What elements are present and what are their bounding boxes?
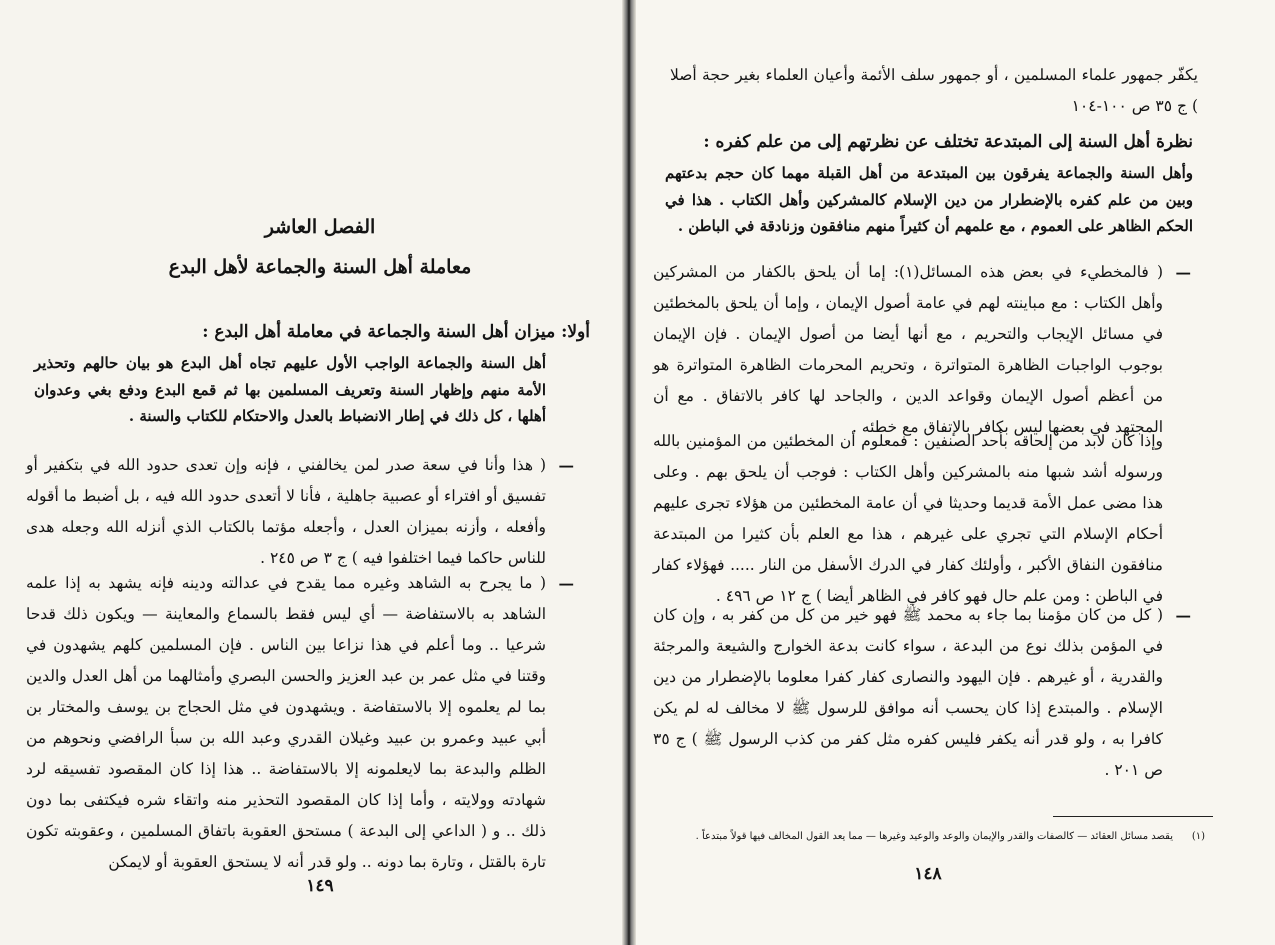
- chapter-subtitle: معاملة أهل السنة والجماعة لأهل البدع: [168, 256, 472, 278]
- footnote-marker: (١): [1191, 831, 1205, 842]
- quote-dash: —: [558, 574, 574, 593]
- quote-dash: —: [1175, 606, 1191, 625]
- quote-block: [26, 568, 574, 878]
- section-heading: نظرة أهل السنة إلى المبتدعة تختلف عن نظرتهم إلى من علم كفره :: [703, 132, 1193, 152]
- intro-paragraph: أهل السنة والجماعة الواجب الأول عليهم تجاه أهل البدع هو بيان حالهم وتحذير الأمة منهم وإظهار السنة وتعريف المسلمين بها ثم قمع البدع ودفع بغي وعدوان أهلها ، كل ذلك في إطار الانضباط بالعدل والاحتكام للكتاب والسنة .: [34, 354, 546, 425]
- left-page: [0, 0, 628, 945]
- quote-block: [26, 450, 574, 574]
- quote-text: ( فالمخطيء في بعض هذه المسائل(١): إما أن يلحق بالكفار من المشركين وأهل الكتاب : مع مباينته لهم في عامة أصول الإيمان ، وإما أن يلحق بالمخطئين في مسائل الإيجاب والتحريم ، مع أنها أيضا من أصول الإيمان . فإن الإيمان بوجوب الواجبات الظاهرة المتواترة ، وتحريم المحرمات الظاهرة المتواترة هو من أعظم أصول الإيمان وقواعد الدين ، والجاحد لها كافر بالاتفاق . مع أن المجتهد في بعضها ليس بكافر بالإتفاق مع خطئه .: [653, 263, 1163, 436]
- continued-paragraph: يكفّر جمهور علماء المسلمين ، أو جمهور سلف الأئمة وأعيان العلماء بغير حجة أصلا ) ج ٣٥ ص ١٠٠-١٠٤: [670, 66, 1198, 115]
- quote-dash: —: [558, 456, 574, 475]
- chapter-title: الفصل العاشر: [264, 216, 376, 238]
- footnote-rule: [1053, 816, 1213, 817]
- quote-dash: —: [1175, 263, 1191, 282]
- quote-block: [653, 257, 1191, 443]
- intro-paragraph: وأهل السنة والجماعة يفرقون بين المبتدعة من أهل القبلة مهما كان حجم بدعتهم وبين من علم كفره بالإضطرار من دين الإسلام كالمشركين وأهل الكتاب . هذا في الحكم الظاهر على العموم ، مع علمهم أن كثيراً منهم منافقون وزنادقة في الباطن .: [665, 164, 1193, 235]
- page-number: ١٤٩: [306, 876, 334, 896]
- book-gutter: [622, 0, 636, 945]
- section-heading: أولا: ميزان أهل السنة والجماعة في معاملة أهل البدع :: [202, 322, 590, 342]
- quote-text: ( ما يجرح به الشاهد وغيره مما يقدح في عدالته ودينه فإنه يشهد به إذا علمه الشاهد به بالاستفاضة — أي ليس فقط بالسماع والمعاينة — ويكون ذلك قدحا شرعيا .. وما أعلم في هذا نزاعا بين الناس . فإن المسلمين كلهم يشهدون في وقتنا في مثل عمر بن عبد العزيز والحسن البصري وأمثالهما من أهل العدل والدين بما لم يعلموه إلا بالاستفاضة . ويشهدون في مثل الحجاج بن يوسف والمختار بن أبي عبيد وعمرو بن عبيد وغيلان القدري وعبد الله بن سبأ الرافضي ونحوهم من الظلم والبدعة بما لايعلمونه إلا بالاستفاضة .. هذا إذا كان المقصود تفسيقه لرد شهادته وولايته ، وأما إذا كان المقصود التحذير منه واتقاء شره فيكتفى بما دون ذلك .. و ( الداعي إلى البدعة ) مستحق العقوبة باتفاق المسلمين ، وعقوبته تكون تارة بالقتل ، وتارة بما دونه .. ولو قدر أنه لا يستحق العقوبة أو لايمكن: [26, 574, 546, 871]
- page-number: ١٤٨: [914, 864, 942, 884]
- footnote: يقصد مسائل العقائد — كالصفات والقدر والإيمان والوعد والوعيد وغيرها — مما يعد القول المخالف فيها قولاً مبتدعاً .: [695, 831, 1173, 842]
- right-page: [628, 0, 1275, 945]
- quote-text: ( كل من كان مؤمنا بما جاء به محمد ﷺ فهو خير من كل من كفر به ، وإن كان في المؤمن بذلك نوع من البدعة ، سواء كانت بدعة الخوارج والشيعة والمرجئة والقدرية ، أو غيرهم . فإن اليهود والنصارى كفار كفرا معلوما بالإضطرار من دين الإسلام . والمبتدع إذا كان يحسب أنه موافق للرسول ﷺ لا مخالف له لم يكن كافرا به ، ولو قدر أنه يكفر فليس كفره مثل كفر من كذب الرسول ﷺ ) ج ٣٥ ص ٢٠١ .: [653, 606, 1163, 779]
- quote-block: [653, 600, 1191, 786]
- paragraph: وإذا كان لابد من إلحاقه بأحد الصنفين : فمعلوم أن المخطئين من المؤمنين بالله ورسوله أشد شبها منه بالمشركين وأهل الكتاب : فوجب أن يلحق بهم . وعلى هذا مضى عمل الأمة قديما وحديثا في أن عامة المخطئين من هؤلاء تجرى عليهم أحكام الإسلام التي تجري على غيرهم ، هذا مع العلم بأن كثيرا من المبتدعة منافقون النفاق الأكبر ، وأولئك كفار في الدرك الأسفل من النار ..... فهؤلاء كفار في الباطن : ومن علم حال فهو كافر في الظاهر أيضا ) ج ١٢ ص ٤٩٦ .: [653, 432, 1163, 605]
- quote-text: ( هذا وأنا في سعة صدر لمن يخالفني ، فإنه وإن تعدى حدود الله في بتكفير أو تفسيق أو افتراء أو عصبية جاهلية ، فأنا لا أتعدى حدود الله فيه ، بل أضبط ما أقوله وأفعله ، وأزنه بميزان العدل ، وأجعله مؤتما بالكتاب الذي أنزله الله وجعله هدى للناس حاكما فيما اختلفوا فيه ) ج ٣ ص ٢٤٥ .: [26, 456, 546, 567]
